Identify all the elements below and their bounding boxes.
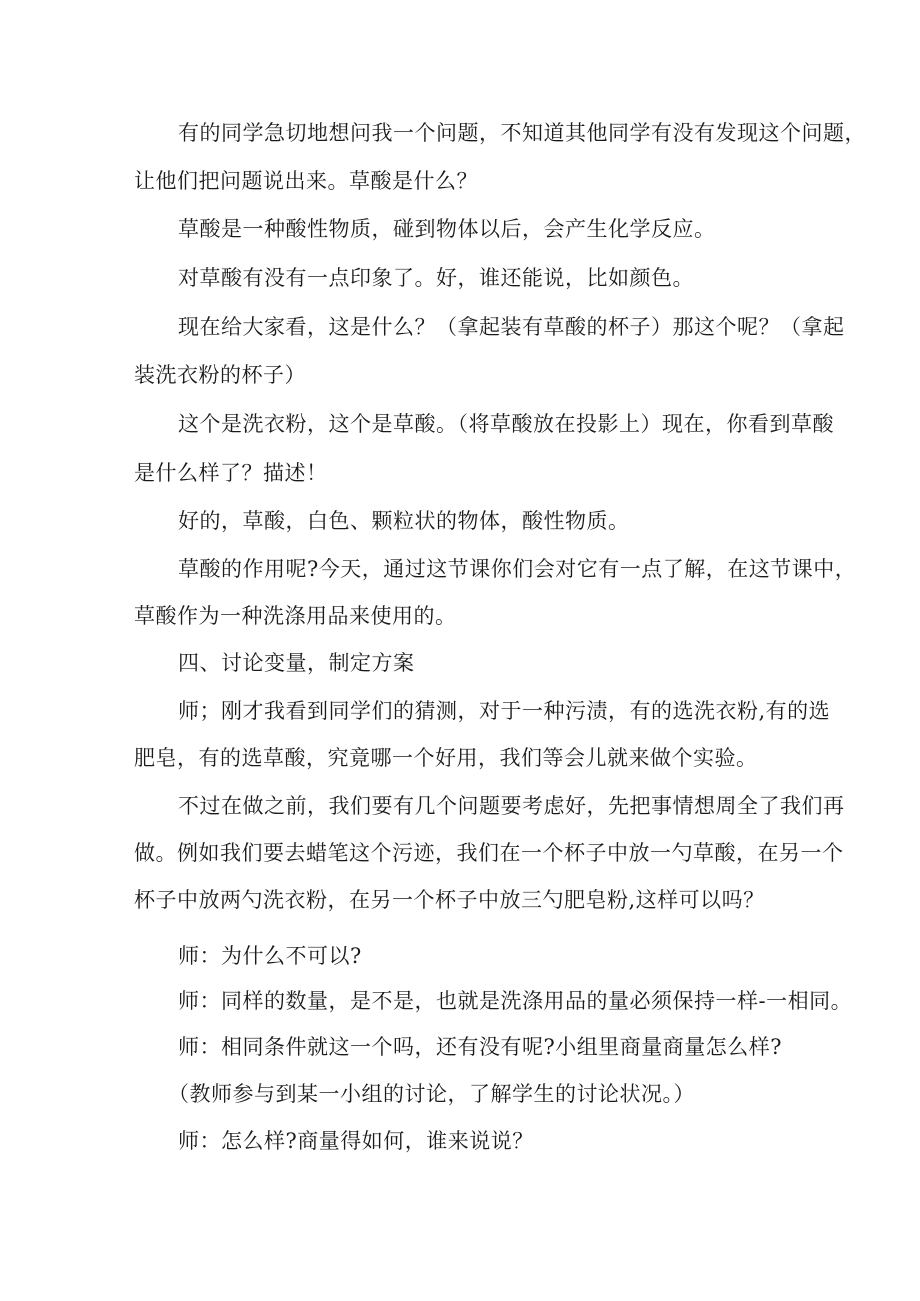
paragraph-1-line-2: 让他们把问题说出来。草酸是什么？ — [134, 169, 478, 193]
paragraph-2-line-1: 草酸是一种酸性物质，碰到物体以后，会产生化学反应。 — [178, 217, 716, 241]
paragraph-10-line-3: 杯子中放两勺洗衣粉，在另一个杯子中放三勺肥皂粉,这样可以吗？ — [134, 888, 765, 912]
paragraph-15-line-1: 师：怎么样?商量得如何，谁来说说？ — [178, 1129, 534, 1153]
section-heading: 四、讨论变量，制定方案 — [178, 651, 415, 675]
paragraph-9-line-1: 师；刚才我看到同学们的猜测，对于一种污渍，有的选洗衣粉,有的选 — [178, 699, 831, 723]
paragraph-5-line-1: 这个是洗衣粉，这个是草酸。（将草酸放在投影上）现在，你看到草酸 — [178, 412, 834, 436]
paragraph-4-line-1: 现在给大家看，这是什么？（拿起装有草酸的杯子）那这个呢？（拿起 — [178, 315, 845, 339]
paragraph-9-line-2: 肥皂，有的选草酸，究竟哪一个好用，我们等会儿就来做个实验。 — [134, 746, 758, 770]
paragraph-3-line-1: 对草酸有没有一点印象了。好，谁还能说，比如颜色。 — [178, 266, 694, 290]
paragraph-7-line-2: 草酸作为一种洗涤用品来使用的。 — [134, 604, 457, 628]
paragraph-12-line-1: 师：同样的数量，是不是，也就是洗涤用品的量必须保持一样-一相同。 — [178, 989, 853, 1013]
paragraph-1-line-1: 有的同学急切地想问我一个问题，不知道其他同学有没有发现这个问题， — [178, 121, 866, 145]
paragraph-7-line-1: 草酸的作用呢?今天，通过这节课你们会对它有一点了解，在这节课中， — [178, 557, 857, 581]
paragraph-10-line-2: 做。例如我们要去蜡笔这个污迹，我们在一个杯子中放一勺草酸，在另一个 — [134, 841, 844, 865]
paragraph-6-line-1: 好的，草酸，白色、颗粒状的物体，酸性物质。 — [178, 509, 630, 533]
paragraph-10-line-1: 不过在做之前，我们要有几个问题要考虑好，先把事情想周全了我们再 — [178, 794, 845, 818]
paragraph-11-line-1: 师：为什么不可以? — [178, 944, 362, 968]
paragraph-4-line-2: 装洗衣粉的杯子） — [134, 363, 306, 387]
paragraph-14-line-1: （教师参与到某一小组的讨论，了解学生的讨论状况。） — [168, 1082, 695, 1106]
paragraph-13-line-1: 师：相同条件就这一个吗，还有没有呢?小组里商量商量怎么样? — [178, 1035, 783, 1059]
paragraph-5-line-2: 是什么样了？描述！ — [134, 461, 328, 485]
